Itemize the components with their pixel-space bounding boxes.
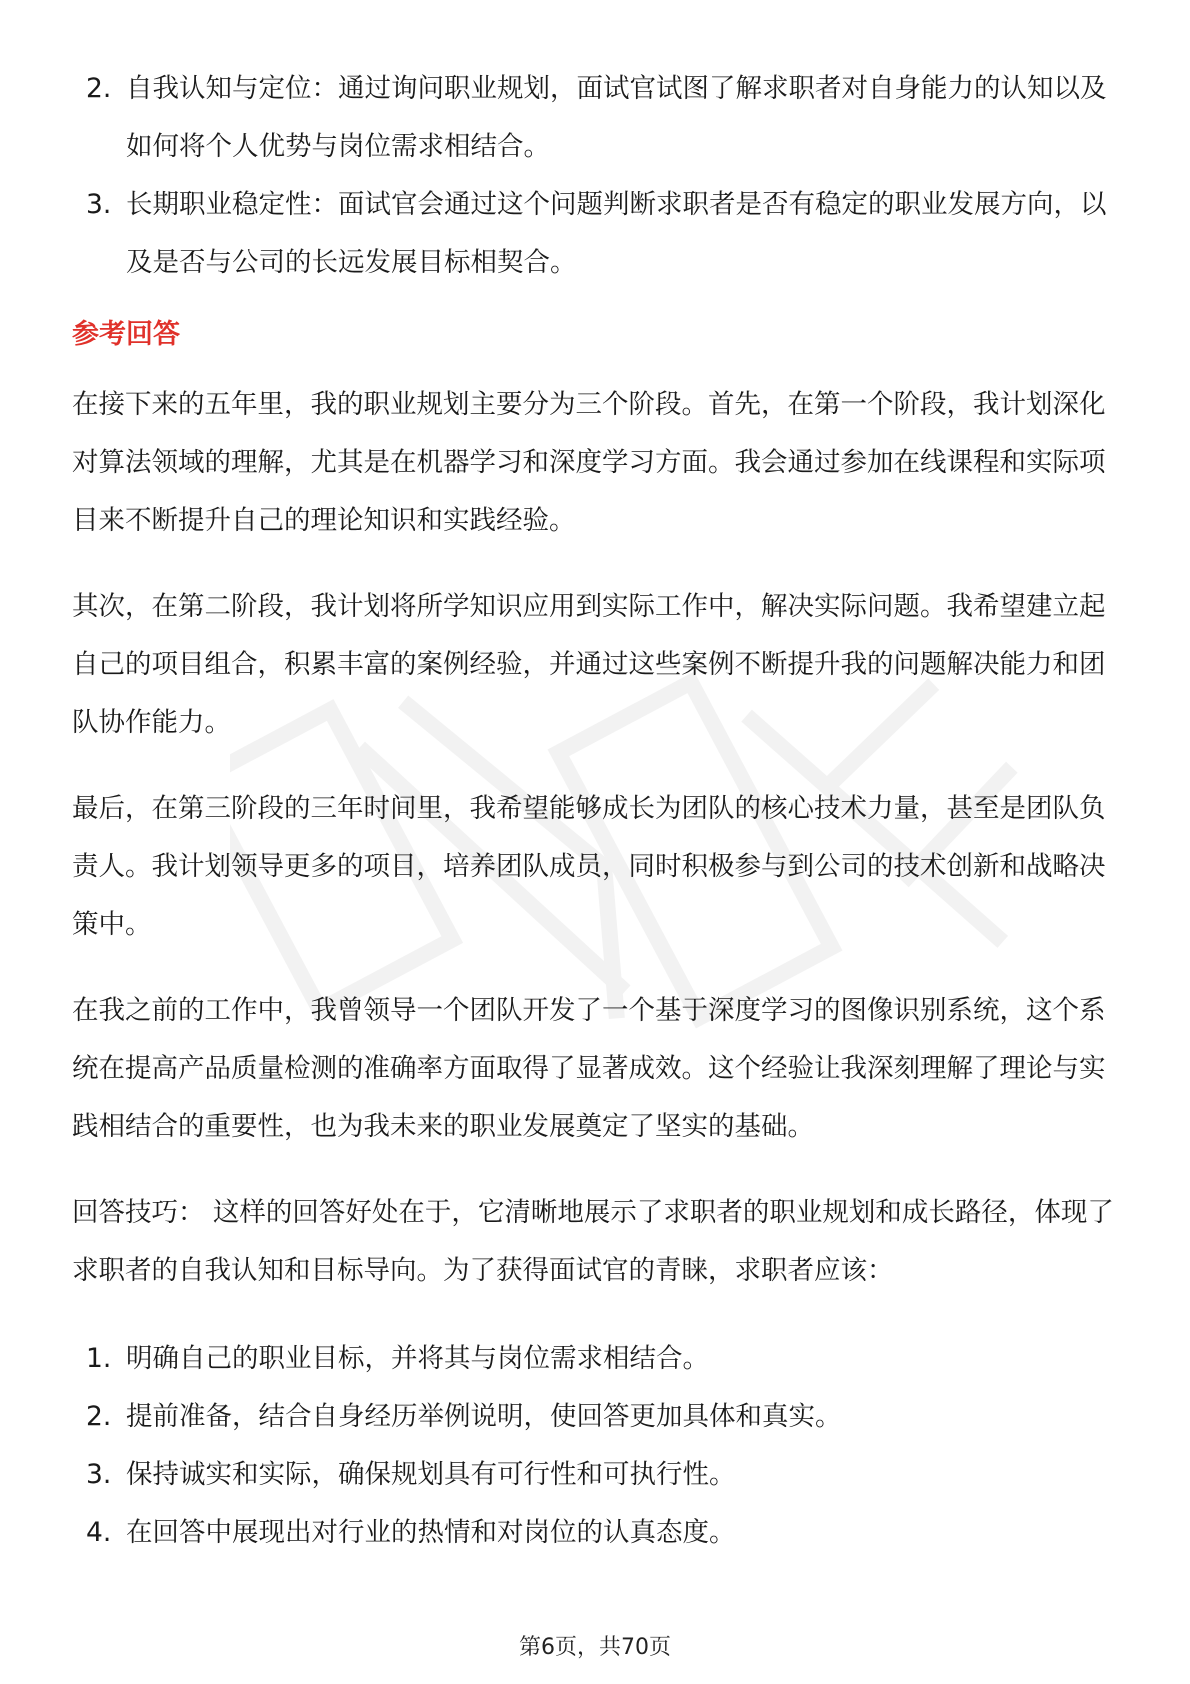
list-item-number: 2.	[86, 73, 112, 104]
answer-paragraph: 最后，在第三阶段的三年时间里，我希望能够成长为团队的核心技术力量，甚至是团队负责人。我计划领导更多的项目，培养团队成员，同时积极参与到公司的技术创新和战略决策中。	[72, 793, 1106, 940]
list-item-text: 保持诚实和实际，确保规划具有可行性和可执行性。	[126, 1459, 736, 1490]
answer-paragraph: 在接下来的五年里，我的职业规划主要分为三个阶段。首先，在第一个阶段，我计划深化对算法领域的理解，尤其是在机器学习和深度学习方面。我会通过参加在线课程和实际项目来不断提升自己的理论知识和实践经验。	[72, 389, 1106, 536]
list-item-number: 1.	[86, 1343, 112, 1374]
list-item	[72, 1330, 1122, 1388]
list-item-text: 明确自己的职业目标，并将其与岗位需求相结合。	[126, 1343, 709, 1374]
list-item-number: 4.	[86, 1517, 112, 1548]
list-item	[72, 1504, 1122, 1562]
list-item-number: 2.	[86, 1401, 112, 1432]
list-item	[72, 1446, 1122, 1504]
list-item-text: 在回答中展现出对行业的热情和对岗位的认真态度。	[126, 1517, 736, 1548]
tips-paragraph: 回答技巧： 这样的回答好处在于，它清晰地展示了求职者的职业规划和成长路径，体现了求职者的自我认知和目标导向。为了获得面试官的青睐，求职者应该：	[72, 1197, 1114, 1286]
list-item	[72, 60, 1122, 176]
purpose-list	[72, 60, 1122, 292]
list-item-text: 提前准备，结合自身经历举例说明，使回答更加具体和真实。	[126, 1401, 842, 1432]
list-item-text: 自我认知与定位：通过询问职业规划，面试官试图了解求职者对自身能力的认知以及如何将个人优势与岗位需求相结合。	[126, 73, 1107, 162]
list-item-number: 3.	[86, 189, 112, 220]
tips-list	[72, 1330, 1122, 1562]
answer-paragraph: 其次，在第二阶段，我计划将所学知识应用到实际工作中，解决实际问题。我希望建立起自己的项目组合，积累丰富的案例经验，并通过这些案例不断提升我的问题解决能力和团队协作能力。	[72, 591, 1106, 738]
list-item-text: 长期职业稳定性：面试官会通过这个问题判断求职者是否有稳定的职业发展方向，以及是否与公司的长远发展目标相契合。	[126, 189, 1107, 278]
main-content	[72, 60, 1122, 1562]
section-heading: 参考回答	[72, 319, 180, 350]
list-item	[72, 176, 1122, 292]
list-item-number: 3.	[86, 1459, 112, 1490]
answer-paragraph: 在我之前的工作中，我曾领导一个团队开发了一个基于深度学习的图像识别系统，这个系统在提高产品质量检测的准确率方面取得了显著成效。这个经验让我深刻理解了理论与实践相结合的重要性，也为我未来的职业发展奠定了坚实的基础。	[72, 995, 1106, 1142]
page-number: 第6页，共70页	[519, 1635, 671, 1660]
list-item	[72, 1388, 1122, 1446]
